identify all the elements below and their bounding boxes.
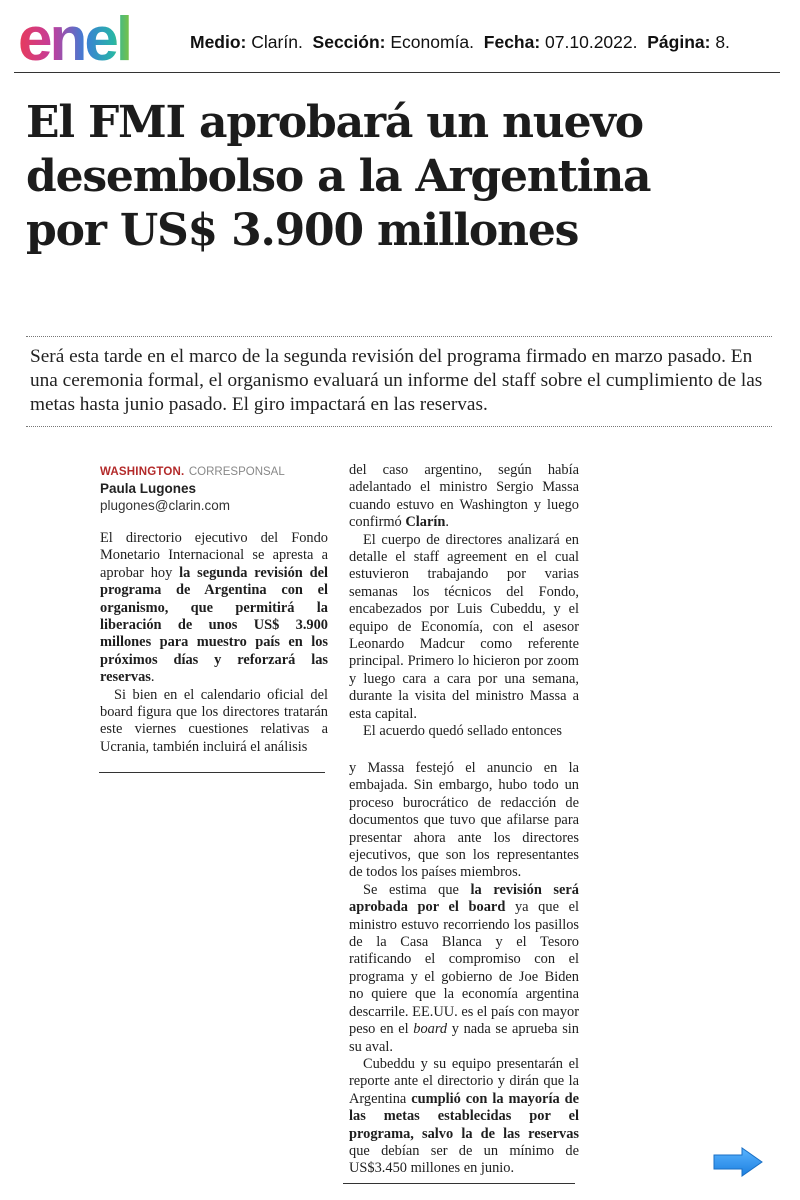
paragraph [349,882,579,1056]
paragraph: y Massa festejó el anuncio en la embajada. Sin embargo, hubo todo un proceso burocrático de redacción de documentos que tuvo que afilarse para presentar ahora ante los directores ejecutivos, que son los representantes de todos los países miembros. [349,760,579,881]
clipping-meta [190,32,730,53]
text-run: Se estima que [363,881,471,898]
headline-line: desembolso a la Argentina [26,151,651,202]
paragraph: El cuerpo de directores analizará en detalle el staff agreement en el cual estuvieron trabajando por varias semanas los técnicos del Fondo, encabezados por Luis Cubeddu, y el equipo de Economía, con el asesor Leonardo Madcur como referente principal. Primero lo hicieron por zoom y luego cara a cara por una semana, durante la visita del ministro Massa a esta capital. [349,531,579,722]
column-end-rule [99,772,325,773]
author-email: plugones@clarin.com [100,498,231,513]
bold-run: la segunda revisión del programa de Argentina con el organismo, que permitirá la liberación de unos US$ 3.900 millones para muestro país en los próximos días y reforzará las reservas [100,564,328,686]
bold-run: la revisión será aprobada por el board [349,881,579,916]
paragraph [349,462,579,532]
paragraph [100,530,328,687]
dateline-role: CORRESPONSAL [188,466,285,478]
medio-label: Medio: [190,32,247,52]
headline [26,96,776,258]
bold-run: cumplió con la mayoría de las metas establecidas por el programa, salvo la de las reservas [349,1090,579,1142]
column-1 [100,530,328,756]
enel-logo-text: enel [18,8,131,70]
dateline-city: WASHINGTON. [100,466,185,478]
paragraph [349,1056,579,1178]
fecha-label: Fecha: [483,32,541,52]
pagina-value: 8. [715,32,730,52]
column-2 [349,462,579,741]
author-name: Paula Lugones [100,481,197,496]
byline [100,462,330,513]
text-run: que debían ser de un mínimo de US$3.450 millones en junio. [349,1142,579,1177]
italic-run: board [413,1021,448,1038]
seccion-value: Economía. [390,32,475,52]
text-run: y nada se aprueba sin su aval. [349,1021,579,1055]
text-run: ya que el ministro estuvo recorriendo los pasillos de la Casa Blanca y el Tesoro ratificando el compromiso con el programa y el gobierno de Joe Biden no quiere que la economía argentina descarrile. EE.UU. es el país con mayor peso en el [349,899,579,1038]
paragraph: Si bien en el calendario oficial del board figura que los directores tratarán este viernes cuestiones relativas a Ucrania, también incluirá el análisis [100,686,328,755]
text-run: del caso argentino, según había adelantado el ministro Sergio Massa cuando estuvo en Washington y luego confirmó [349,462,579,531]
paragraph: El acuerdo quedó sellado entonces [363,723,562,740]
medio-value: Clarín. [251,32,303,52]
subhead: Será esta tarde en el marco de la segunda revisión del programa firmado en marzo pasado. En una ceremonia formal, el organismo evaluará un informe del staff sobre el cumplimiento de las metas hasta junio pasado. El giro impactará en las reservas. [30,346,763,415]
fecha-value: 07.10.2022. [545,32,638,52]
divider-bottom [26,426,772,427]
clipping-header [14,6,780,73]
bold-run: Clarín [405,514,446,531]
text-run: Cubeddu y su equipo presentarán el reporte ante el directorio y dirán que la Argentina [349,1055,579,1107]
column-3 [349,760,579,1178]
text-run: . [445,514,449,531]
next-page-arrow-icon[interactable] [712,1146,764,1178]
text-run: . [150,669,155,686]
text-run: El directorio ejecutivo del Fondo Monetario Internacional se apresta a aprobar hoy [100,530,328,581]
seccion-label: Sección: [312,32,386,52]
headline-line: por US$ 3.900 millones [26,205,579,256]
enel-logo [18,8,178,70]
article-end-rule [343,1183,575,1184]
pagina-label: Página: [647,32,711,52]
headline-line: El FMI aprobará un nuevo [26,97,643,148]
divider-top [26,336,772,337]
